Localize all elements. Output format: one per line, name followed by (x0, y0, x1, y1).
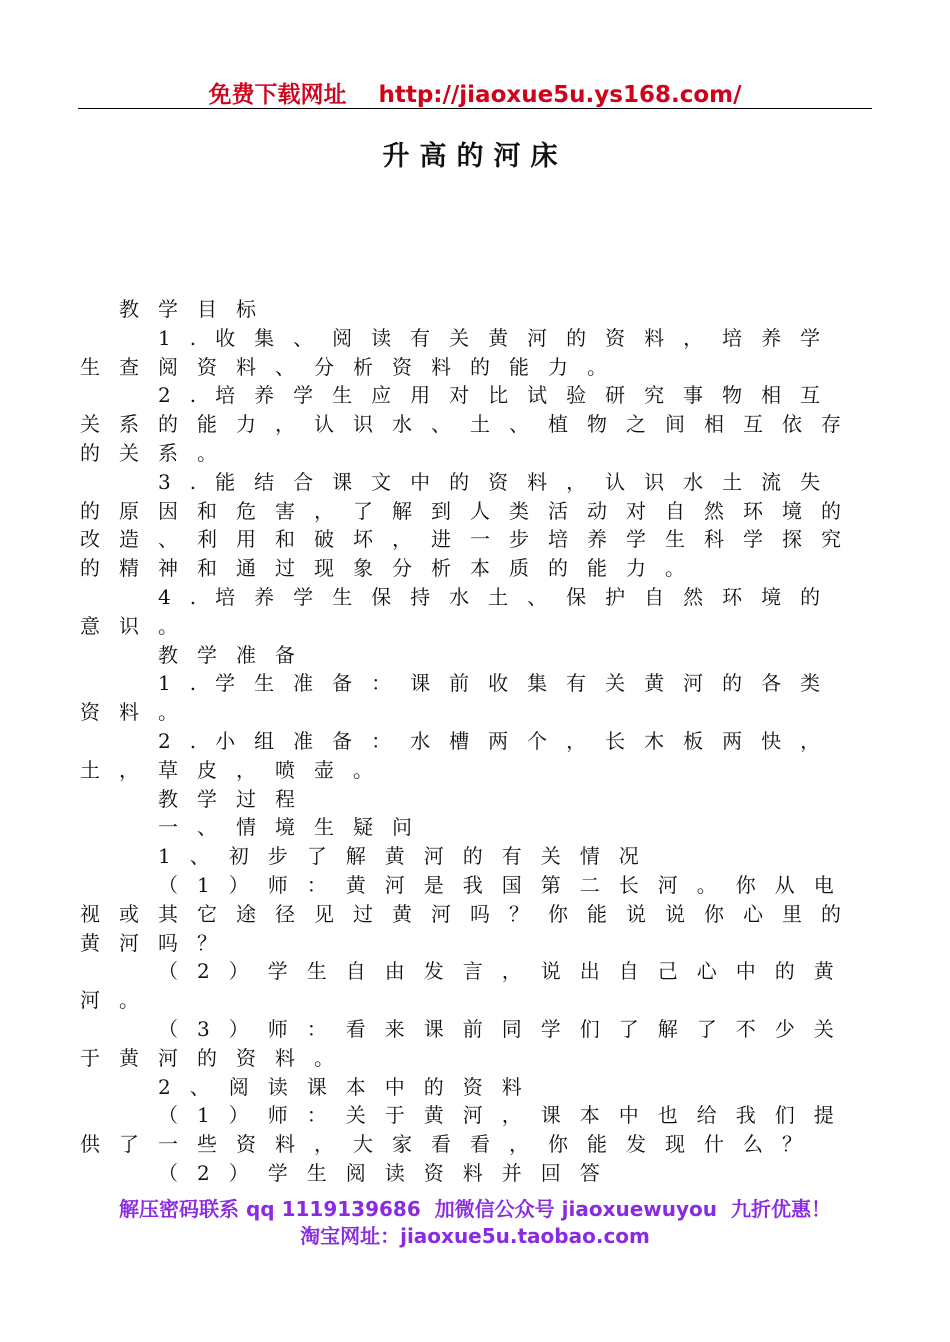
process-substep: （3）师：看来课前同学们了解了不少关于黄河的资料。 (80, 1016, 853, 1070)
document-body (80, 295, 870, 1188)
process-step: 1、初步了解黄河的有关情况 (158, 844, 658, 869)
footer-qq: 解压密码联系 qq 1119139686 (119, 1197, 421, 1221)
download-banner (80, 76, 870, 109)
page-title: 升高的河床 (382, 141, 568, 172)
header-divider (78, 108, 872, 109)
section-heading-process: 教学过程 (158, 786, 314, 811)
download-label: 免费下载网址 (208, 82, 347, 108)
process-substep: （2）学生自由发言，说出自己心中的黄河。 (80, 959, 853, 1013)
section-heading-prep: 教学准备 (158, 642, 314, 667)
footer-taobao-link[interactable]: 淘宝网址：jiaoxue5u.taobao.com (300, 1224, 650, 1248)
process-step: 2、阅读课本中的资料 (158, 1074, 541, 1099)
footer-promo (0, 1196, 950, 1250)
footer-discount: 九折优惠！ (730, 1197, 831, 1221)
process-substep: （1）师：黄河是我国第二长河。你从电视或其它途径见过黄河吗？你能说说你心里的黄河吗？ (80, 872, 860, 955)
goal-item: 4.培养学生保持水土、保护自然环境的意识。 (80, 584, 840, 638)
footer-line-contact (0, 1196, 950, 1223)
goal-item: 2.培养学生应用对比试验研究事物相互关系的能力，认识水、土、植物之间相互依存的关系。 (80, 383, 860, 465)
goal-item: 1.收集、阅读有关黄河的资料，培养学生查阅资料、分析资料的能力。 (80, 325, 840, 379)
section-heading-goals: 教学目标 (119, 297, 275, 321)
prep-item: 1.学生准备：课前收集有关黄河的各类资料。 (80, 671, 840, 725)
download-url-link[interactable]: http://jiaoxue5u.ys168.com/ (378, 82, 742, 108)
footer-wechat: 加微信公众号 jiaoxuewuyou (434, 1197, 718, 1221)
process-part-heading: 一、情境生疑问 (158, 815, 431, 840)
goal-item: 3.能结合课文中的资料，认识水土流失的原因和危害，了解到人类活动对自然环境的改造、利用和破坏，进一步培养学生科学探究的精神和通过现象分析本质的能力。 (80, 469, 860, 581)
process-substep: （1）师：关于黄河，课本中也给我们提供了一些资料，大家看看，你能发现什么？ (80, 1103, 853, 1157)
process-substep: （2）学生阅读资料并回答 (158, 1160, 619, 1185)
prep-item: 2.小组准备：水槽两个，长木板两快，土，草皮，喷壶。 (80, 728, 840, 782)
